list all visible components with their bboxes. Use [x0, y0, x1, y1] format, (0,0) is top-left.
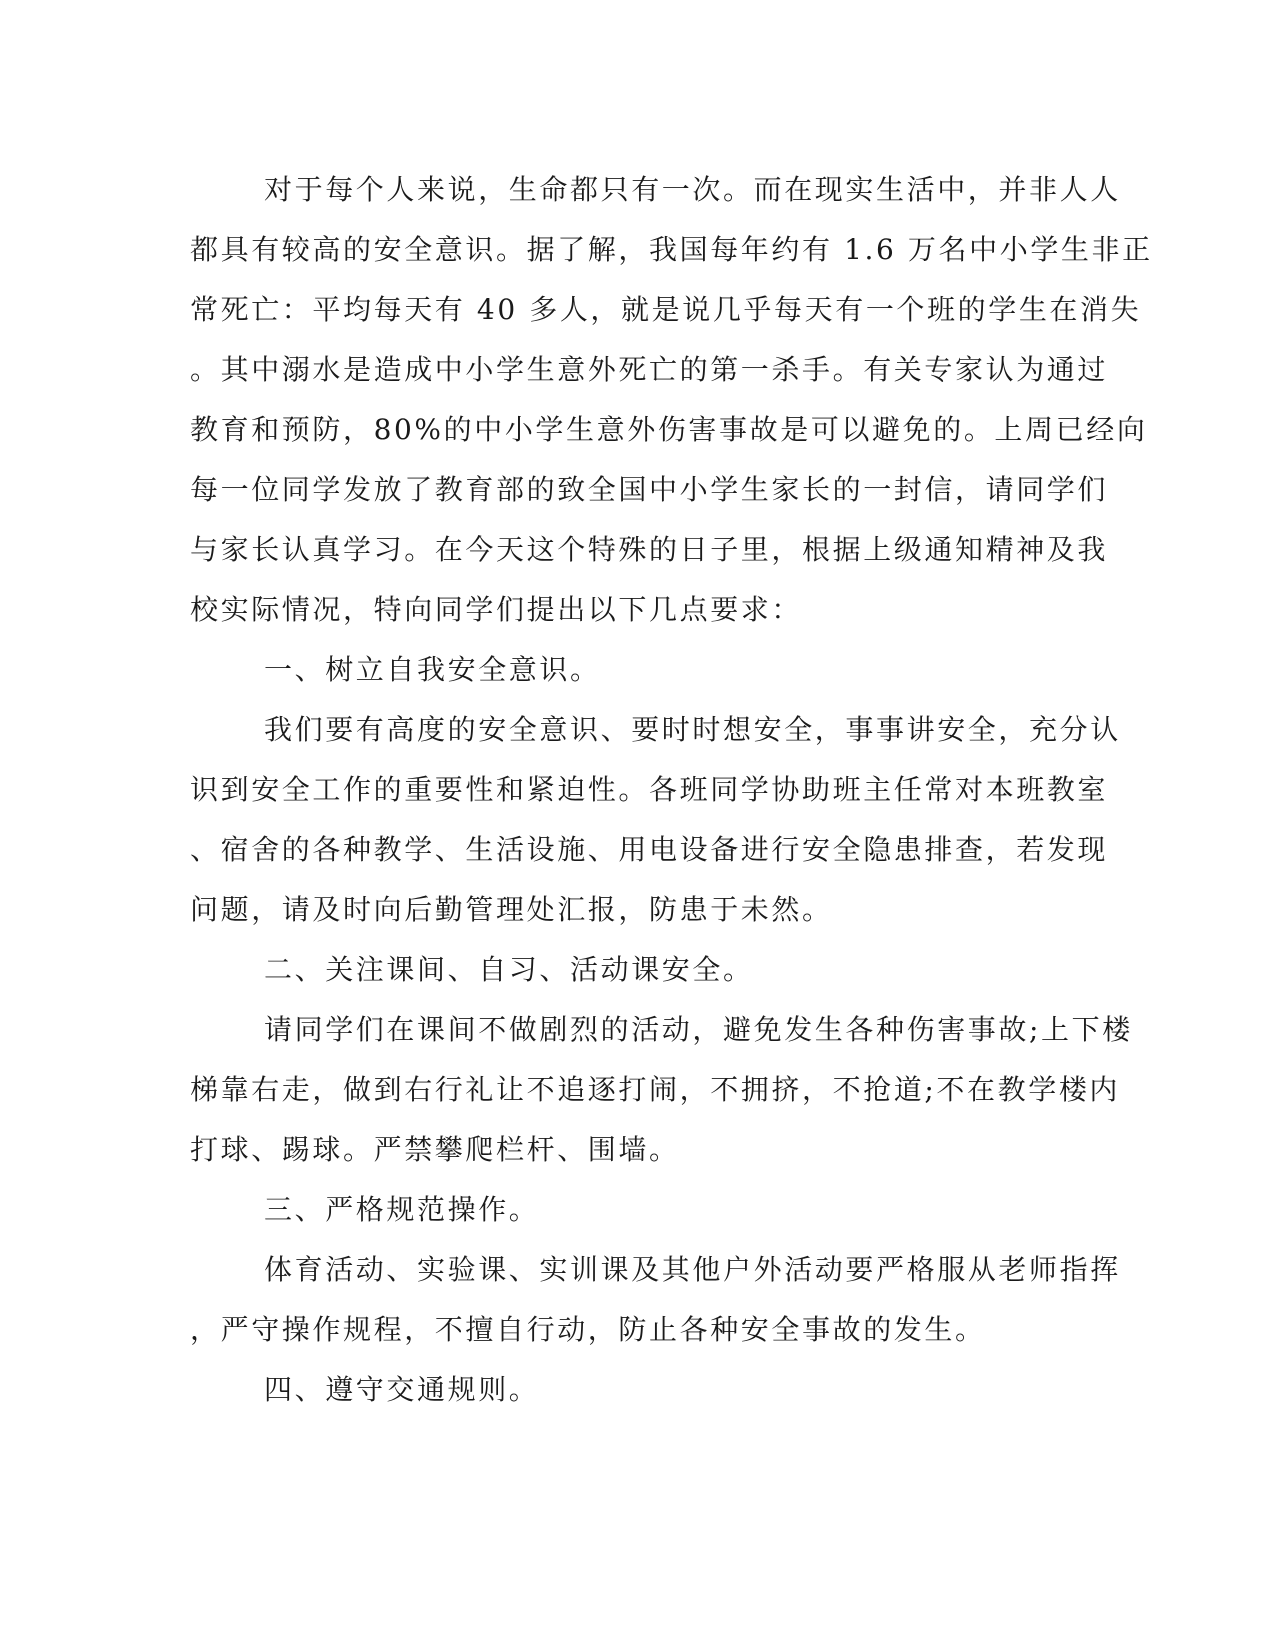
paragraph-line: 教育和预防，80%的中小学生意外伤害事故是可以避免的。上周已经向 — [190, 413, 1148, 446]
section-heading: 三、严格规范操作。 — [264, 1193, 540, 1226]
paragraph-line: 打球、踢球。严禁攀爬栏杆、围墙。 — [190, 1133, 680, 1166]
paragraph-line: 我们要有高度的安全意识、要时时想安全，事事讲安全，充分认 — [264, 713, 1121, 746]
paragraph-line: 。其中溺水是造成中小学生意外死亡的第一杀手。有关专家认为通过 — [190, 353, 1109, 386]
section-heading: 二、关注课间、自习、活动课安全。 — [264, 953, 754, 986]
paragraph-line: 体育活动、实验课、实训课及其他户外活动要严格服从老师指挥 — [264, 1253, 1121, 1286]
paragraph-line: 都具有较高的安全意识。据了解，我国每年约有 1.6 万名中小学生非正 — [190, 233, 1153, 266]
paragraph-line: 识到安全工作的重要性和紧迫性。各班同学协助班主任常对本班教室 — [190, 773, 1109, 806]
paragraph-line: 请同学们在课间不做剧烈的活动，避免发生各种伤害事故;上下楼 — [264, 1013, 1133, 1046]
paragraph-line: ，严守操作规程，不擅自行动，防止各种安全事故的发生。 — [190, 1313, 986, 1346]
paragraph-line: 与家长认真学习。在今天这个特殊的日子里，根据上级通知精神及我 — [190, 533, 1109, 566]
body-text — [190, 160, 1153, 1420]
section-heading: 一、树立自我安全意识。 — [264, 653, 601, 686]
paragraph-line: 每一位同学发放了教育部的致全国中小学生家长的一封信，请同学们 — [190, 473, 1109, 506]
paragraph-line: 对于每个人来说，生命都只有一次。而在现实生活中，并非人人 — [264, 173, 1121, 206]
paragraph-line: 常死亡：平均每天有 40 多人，就是说几乎每天有一个班的学生在消失 — [190, 293, 1142, 326]
paragraph-line: 、宿舍的各种教学、生活设施、用电设备进行安全隐患排查，若发现 — [190, 833, 1109, 866]
section-heading: 四、遵守交通规则。 — [264, 1373, 540, 1406]
paragraph-line: 梯靠右走，做到右行礼让不追逐打闹，不拥挤，不抢道;不在教学楼内 — [190, 1073, 1121, 1106]
paragraph-line: 校实际情况，特向同学们提出以下几点要求： — [190, 593, 803, 626]
paragraph-line: 问题，请及时向后勤管理处汇报，防患于未然。 — [190, 893, 833, 926]
